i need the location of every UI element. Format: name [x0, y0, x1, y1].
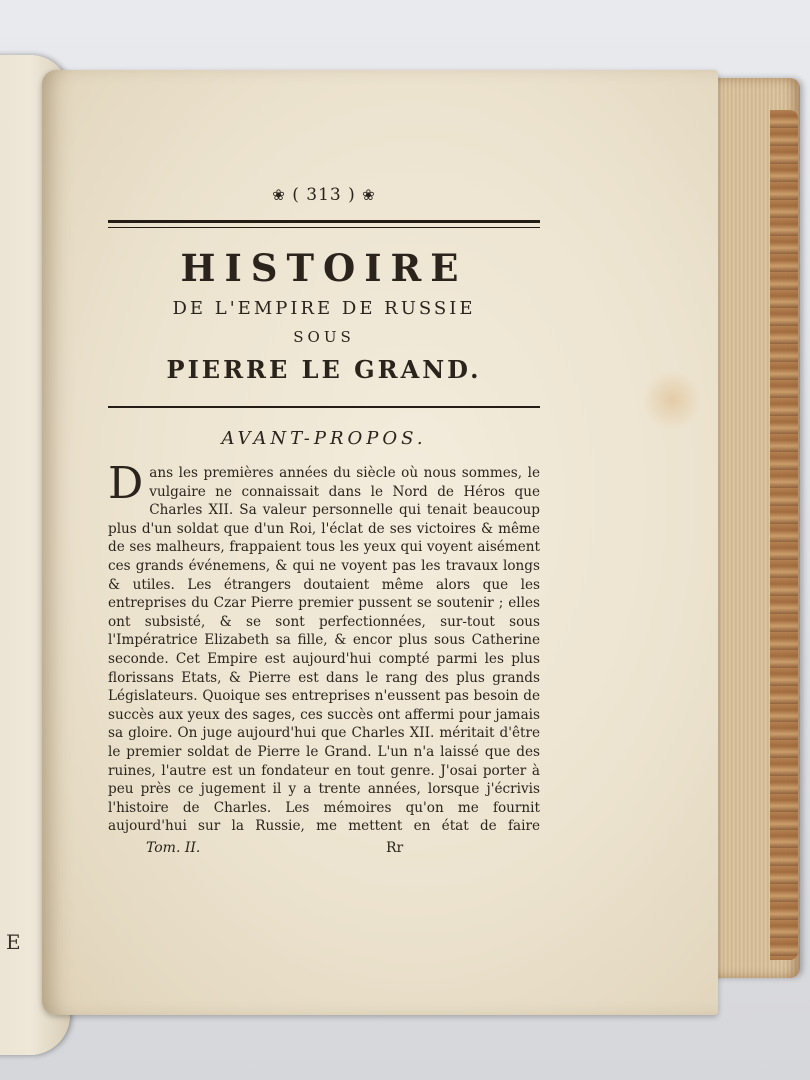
page-footer [108, 838, 540, 858]
title-main: HISTOIRE [180, 246, 468, 290]
header-rule [108, 220, 540, 228]
page-header [108, 180, 540, 210]
volume-label: Tom. II. [146, 840, 201, 856]
book-cover-edge [770, 110, 798, 960]
drop-cap: D [108, 464, 144, 509]
paper-stain [642, 370, 702, 430]
section-title: AVANT-PROPOS. [221, 428, 427, 449]
body-paragraph: ans les premières années du siècle où nous sommes, le vulgaire ne connaissait dans le Nord de Héros que Charles XII. Sa valeur personnelle qui tenait beaucoup plus d'un soldat que d'un Roi, l'éclat de ses victoires & même de ses malheurs, frappaient tous les yeux qui voyent aisément ces grands événemens, & qui ne voyent pas les travaux longs & utiles. Les étrangers doutaient même alors que les entreprises du Czar Pierre premier pussent se soutenir ; elles ont subsisté, & se sont perfectionnées, sur-tout sous l'Impératrice Elizabeth sa fille, & encor plus sous Catherine seconde. Cet Empire est aujourd'hui compté parmi les plus florissans Etats, & Pierre est dans le rang des plus grands Législateurs. Quoique ses entreprises n'eussent pas besoin de succès aux yeux des sages, ces succès ont affermi pour jamais sa gloire. On juge aujourd'hui que Charles XII. méritait d'être le premier soldat de Pierre le Grand. L'un n'a laissé que des ruines, l'autre est un fondateur en tout genre. J'osai porter à peu près ce jugement il y a trente années, lorsque j'écrivis l'histoire de Charles. Les mémoires qu'on me fournit aujourd'hui sur la Russie, me mettent en état de faire [108, 465, 540, 835]
title-sous: SOUS [293, 328, 355, 346]
title-name: PIERRE LE GRAND. [166, 355, 482, 384]
left-page-edge-letter: E [6, 930, 22, 954]
title-rule [108, 406, 540, 408]
title-sub: DE L'EMPIRE DE RUSSIE [172, 298, 476, 319]
ornament-left-icon: ❀ [272, 186, 286, 204]
ornament-right-icon: ❀ [362, 186, 376, 204]
signature-mark: Rr [386, 840, 404, 856]
page-content [108, 180, 540, 858]
page-number: ( 313 ) [292, 185, 356, 205]
body-text [108, 464, 540, 836]
